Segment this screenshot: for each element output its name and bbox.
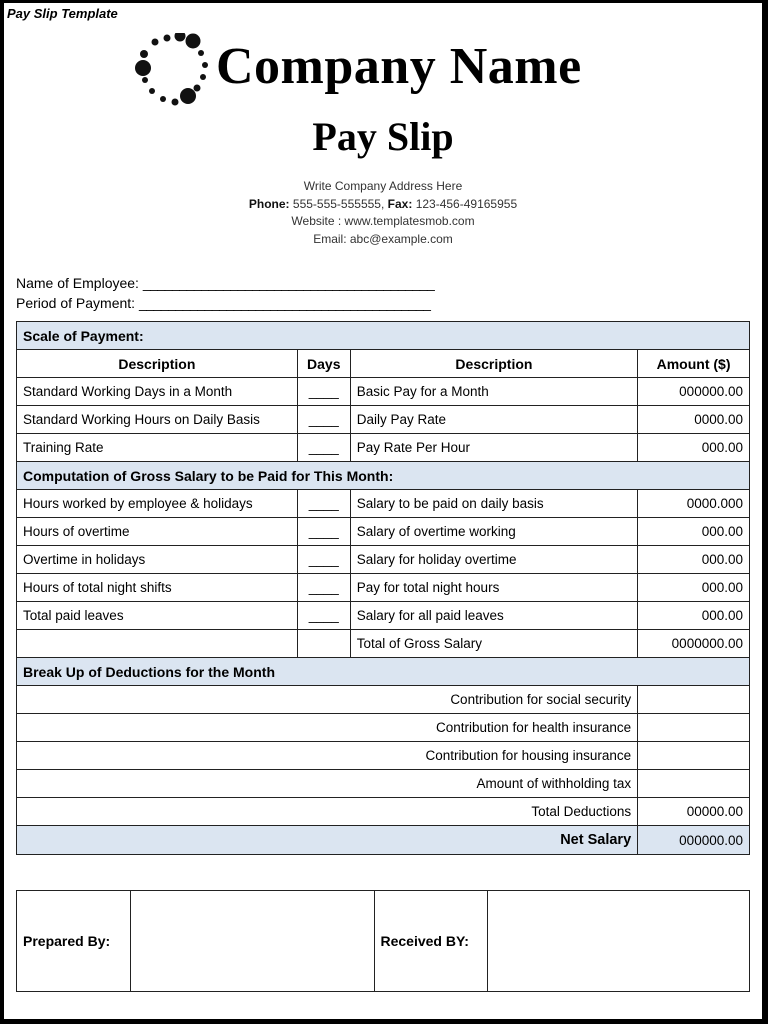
table-row [17, 546, 750, 574]
section-header-scale [17, 322, 750, 350]
days-cell[interactable]: ____ [297, 378, 350, 406]
deduction-total-row [17, 798, 750, 826]
amount-cell[interactable]: 0000.000 [638, 490, 750, 518]
pay-slip-table [16, 321, 750, 855]
total-deductions-amount[interactable]: 00000.00 [638, 798, 750, 826]
amount-cell[interactable]: 000.00 [638, 602, 750, 630]
column-header-row [17, 350, 750, 378]
company-email: Email: abc@example.com [313, 231, 453, 246]
company-contact [4, 178, 762, 248]
description-cell: Daily Pay Rate [350, 406, 637, 434]
description-cell: Hours of total night shifts [17, 574, 298, 602]
section-title: Scale of Payment: [17, 322, 750, 350]
description-cell: Salary for holiday overtime [350, 546, 637, 574]
doc-label: Pay Slip Template [7, 6, 118, 21]
table-row [17, 406, 750, 434]
payment-period-label: Period of Payment: [16, 295, 136, 311]
description-cell: Salary of overtime working [350, 518, 637, 546]
table-row [17, 518, 750, 546]
description-cell: Training Rate [17, 434, 298, 462]
description-cell: Basic Pay for a Month [350, 378, 637, 406]
phone-fax-line [4, 196, 762, 214]
company-website: Website : www.templatesmob.com [291, 214, 475, 228]
gross-total-row [17, 630, 750, 658]
description-cell: Hours worked by employee & holidays [17, 490, 298, 518]
pay-slip-page [4, 3, 762, 1019]
deduction-amount[interactable] [638, 714, 750, 742]
days-cell[interactable]: ____ [297, 546, 350, 574]
received-by-label: Received BY: [374, 891, 488, 992]
description-cell: Salary for all paid leaves [350, 602, 637, 630]
amount-cell[interactable]: 000.00 [638, 574, 750, 602]
table-row [17, 602, 750, 630]
table-row [17, 434, 750, 462]
amount-cell[interactable]: 000.00 [638, 546, 750, 574]
signature-table [16, 890, 750, 992]
employee-name-line [16, 273, 434, 293]
received-by-field[interactable] [488, 891, 750, 992]
phone-value: 555-555-555555, [292, 196, 385, 211]
gross-total-label: Total of Gross Salary [350, 630, 637, 658]
fax-label: Fax: [387, 196, 413, 211]
description-cell: Pay Rate Per Hour [350, 434, 637, 462]
amount-cell[interactable]: 0000.00 [638, 406, 750, 434]
gross-total-amount[interactable]: 0000000.00 [638, 630, 750, 658]
deduction-row [17, 714, 750, 742]
section-title: Computation of Gross Salary to be Paid for This Month: [17, 462, 750, 490]
table-row [17, 574, 750, 602]
deduction-label: Contribution for health insurance [17, 714, 638, 742]
deduction-label: Contribution for social security [17, 686, 638, 714]
description-cell: Standard Working Days in a Month [17, 378, 298, 406]
signature-row [17, 891, 750, 992]
days-cell[interactable]: ____ [297, 574, 350, 602]
description-cell: Standard Working Hours on Daily Basis [17, 406, 298, 434]
description-cell: Hours of overtime [17, 518, 298, 546]
days-cell[interactable]: ____ [297, 434, 350, 462]
days-cell[interactable]: ____ [297, 406, 350, 434]
total-deductions-label: Total Deductions [17, 798, 638, 826]
deduction-row [17, 770, 750, 798]
deduction-amount[interactable] [638, 686, 750, 714]
deduction-label: Amount of withholding tax [17, 770, 638, 798]
section-header-gross-salary [17, 462, 750, 490]
employee-name-field[interactable]: ________________________________________ [142, 275, 435, 291]
days-cell[interactable]: ____ [297, 518, 350, 546]
description-cell: Salary to be paid on daily basis [350, 490, 637, 518]
deduction-amount[interactable] [638, 770, 750, 798]
payment-period-line [16, 293, 434, 313]
amount-cell[interactable]: 000000.00 [638, 378, 750, 406]
deduction-amount[interactable] [638, 742, 750, 770]
deduction-row [17, 686, 750, 714]
empty-cell [17, 630, 298, 658]
company-address: Write Company Address Here [303, 179, 463, 193]
amount-cell[interactable]: 000.00 [638, 434, 750, 462]
column-header: Description [17, 350, 298, 378]
days-cell[interactable]: ____ [297, 490, 350, 518]
description-cell: Overtime in holidays [17, 546, 298, 574]
fax-value: 123-456-49165955 [415, 196, 518, 211]
amount-cell[interactable]: 000.00 [638, 518, 750, 546]
description-cell: Total paid leaves [17, 602, 298, 630]
section-header-deductions [17, 658, 750, 686]
table-row [17, 490, 750, 518]
page-title: Pay Slip [312, 114, 454, 159]
net-salary-amount[interactable]: 000000.00 [638, 826, 750, 855]
empty-cell [297, 630, 350, 658]
section-title: Break Up of Deductions for the Month [17, 658, 750, 686]
employee-info [16, 273, 434, 313]
employee-name-label: Name of Employee: [16, 275, 139, 291]
deduction-label: Contribution for housing insurance [17, 742, 638, 770]
column-header: Days [297, 350, 350, 378]
company-name: Company Name [216, 38, 582, 95]
table-row [17, 378, 750, 406]
prepared-by-label: Prepared By: [17, 891, 131, 992]
company-logo-icon [132, 33, 212, 113]
deduction-row [17, 742, 750, 770]
phone-label: Phone: [248, 196, 290, 211]
column-header: Description [350, 350, 637, 378]
days-cell[interactable]: ____ [297, 602, 350, 630]
net-salary-row [17, 826, 750, 855]
column-header: Amount ($) [638, 350, 750, 378]
description-cell: Pay for total night hours [350, 574, 637, 602]
prepared-by-field[interactable] [130, 891, 374, 992]
payment-period-field[interactable]: ________________________________________ [138, 295, 431, 311]
net-salary-label: Net Salary [17, 826, 638, 855]
